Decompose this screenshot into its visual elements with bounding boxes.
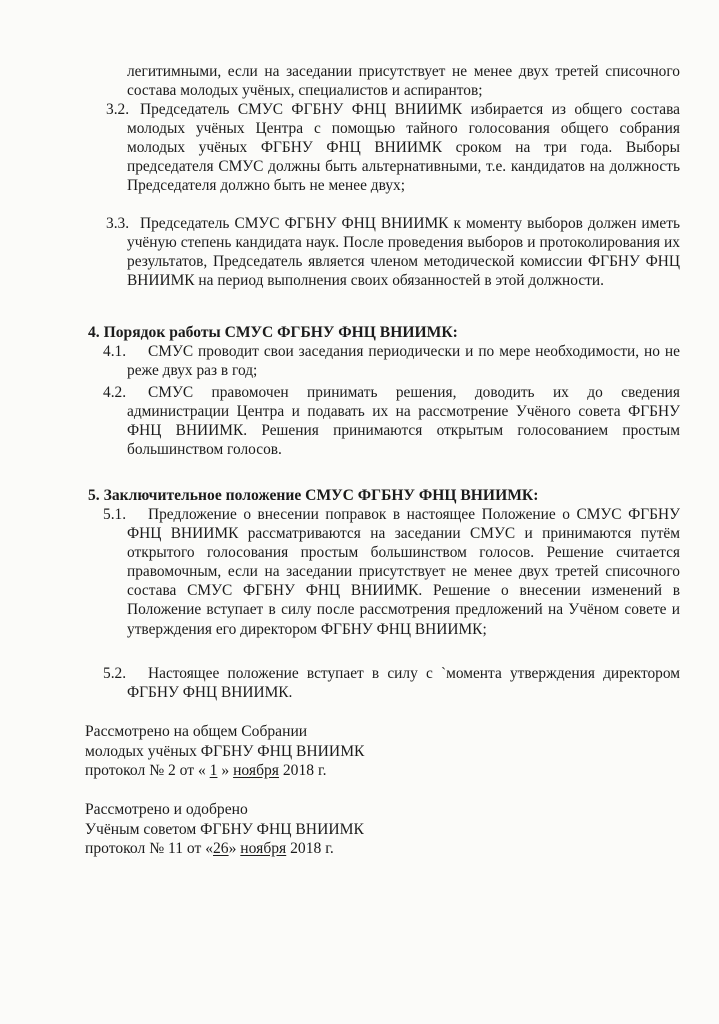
- paragraph-3-2: Председатель СМУС ФГБНУ ФНЦ ВНИИМК избирается из общего состава молодых учёных Центра с помощью тайного голосования общего собрания молодых учёных ФГБНУ ФНЦ ВНИИМК сроком на три года. Выборы председателя СМУС должны быть альтернативными, т.е. кандидатов на должность Председателя должно быть не менее двух;: [127, 101, 680, 195]
- paragraph-5-2: Настоящее положение вступает в силу с `момента утверждения директором ФГБНУ ФНЦ ВНИИМК.: [127, 665, 680, 702]
- paragraph-4-2: СМУС правомочен принимать решения, доводить их до сведения администрации Центра и подавать их на рассмотрение Учёного совета ФГБНУ ФНЦ ВНИИМК. Решения принимаются открытым голосованием простым большинством голосов.: [127, 384, 680, 459]
- protocol-day: 1: [209, 762, 218, 780]
- paragraph-3-3: Председатель СМУС ФГБНУ ФНЦ ВНИИМК к моменту выборов должен иметь учёную степень кандидата наук. После проведения выборов и протоколирования их результатов, Председатель является членом методической комиссии ФГБНУ ФНЦ ВНИИМК на период выполнения своих обязанностей в этой должности.: [127, 215, 680, 290]
- item-number-3-3: 3.3.: [106, 215, 130, 232]
- approval-1-line-1: Рассмотрено на общем Собрании: [85, 723, 308, 740]
- protocol-prefix: протокол № 11 от «: [85, 840, 213, 858]
- approval-2-line-1: Рассмотрено и одобрено: [85, 801, 248, 818]
- approval-2-protocol: [85, 839, 364, 859]
- approval-2-line-2: Учёным советом ФГБНУ ФНЦ ВНИИМК: [85, 820, 364, 838]
- approval-block-academic-council: [85, 800, 364, 859]
- item-number-4-2: 4.2.: [103, 384, 127, 401]
- approval-1-line-2: молодых учёных ФГБНУ ФНЦ ВНИИМК: [85, 742, 365, 760]
- protocol-year: 2018 г.: [286, 840, 334, 858]
- protocol-mid: »: [217, 762, 234, 780]
- section-4-heading: 4. Порядок работы СМУС ФГБНУ ФНЦ ВНИИМК:: [88, 324, 458, 341]
- section-5-heading: 5. Заключительное положение СМУС ФГБНУ ФНЦ ВНИИМК:: [88, 487, 539, 504]
- protocol-month: ноября: [240, 840, 287, 858]
- protocol-day: 26: [213, 840, 229, 858]
- paragraph-4-1: СМУС проводит свои заседания периодически и по мере необходимости, но не реже двух раз в год;: [127, 343, 680, 380]
- protocol-prefix: протокол № 2 от «: [85, 762, 210, 780]
- item-number-4-1: 4.1.: [103, 343, 127, 360]
- approval-1-protocol: [85, 761, 364, 781]
- protocol-month: ноября: [233, 762, 279, 780]
- approval-block-general-meeting: [85, 722, 364, 781]
- item-number-3-2: 3.2.: [106, 101, 130, 118]
- item-number-5-2: 5.2.: [103, 665, 127, 682]
- protocol-mid: »: [228, 840, 241, 858]
- paragraph-3-1-continuation: легитимными, если на заседании присутствует не менее двух третей списочного состава молодых учёных, специалистов и аспирантов;: [127, 63, 680, 100]
- paragraph-5-1: Предложение о внесении поправок в настоящее Положение о СМУС ФГБНУ ФНЦ ВНИИМК рассматриваются на заседании СМУС и принимаются путём открытого голосования простым большинством голосов. Решение считается правомочным, если на заседании присутствует не менее двух третей списочного состава СМУС ФГБНУ ФНЦ ВНИИМК. Решение о внесении изменений в Положение вступает в силу после рассмотрения предложений на Учёном совете и утверждения его директором ФГБНУ ФНЦ ВНИИМК;: [127, 506, 680, 638]
- item-number-5-1: 5.1.: [103, 506, 127, 523]
- protocol-year: 2018 г.: [278, 762, 327, 780]
